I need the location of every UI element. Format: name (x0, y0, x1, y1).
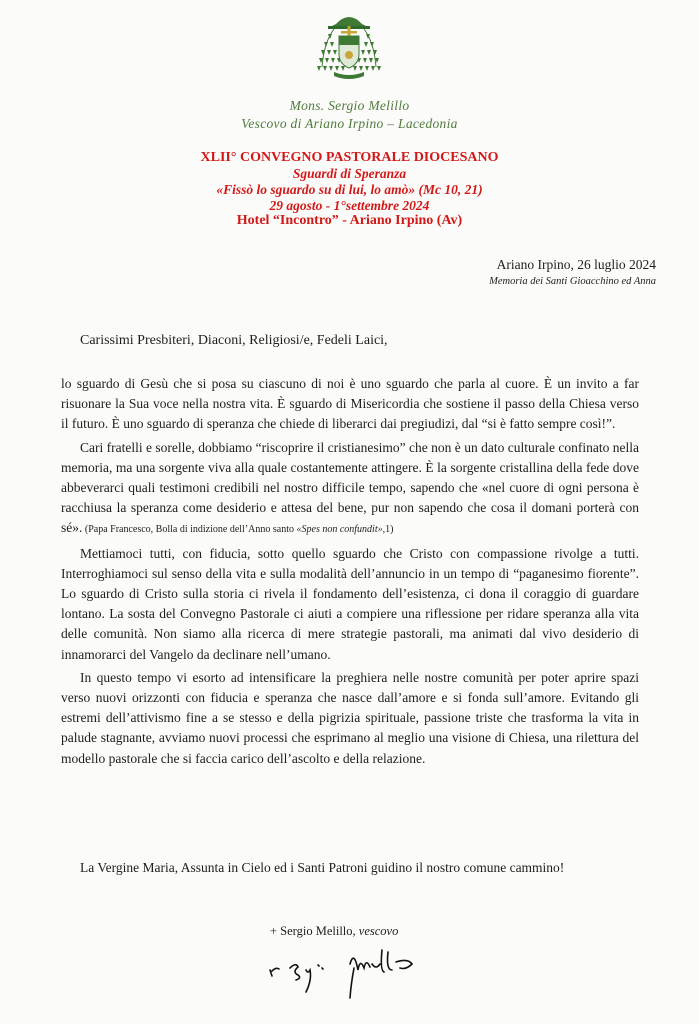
citation (82, 524, 393, 535)
bishop-title: Vescovo di Ariano Irpino – Lacedonia (241, 116, 458, 131)
signature-name (270, 924, 398, 939)
episcopal-coat-of-arms-icon (314, 12, 384, 87)
convegno-title: XLII° CONVEGNO PASTORALE DIOCESANO (200, 150, 499, 165)
citation-title: «Spes non confundit» (296, 524, 383, 536)
signature-name-text: + Sergio Melillo, (270, 924, 359, 938)
bishop-name: Mons. Sergio Melillo (289, 98, 410, 113)
signature-role: vescovo (358, 924, 399, 938)
letter-body (61, 374, 639, 772)
convegno-subtitle: Sguardi di Speranza (292, 166, 407, 181)
paragraph-3: Mettiamoci tutti, con fiducia, sotto quello sguardo che Cristo con compassione rivolge a tutti. Interroghiamoci sul senso della vita e sulla modalità dell’annuncio in un tempo di “paganesimo fiorente”. Lo sguardo di Cristo sulla storia ci rivela il fondamento dell’esistenza, ci dona il coraggio di guardare lontano. La sosta del Convegno Pastorale ci aiuti a compiere una riflessione per ridare speranza alla vita delle comunità. Non siamo alla ricerca di mere strategie pastorali, ma animati dal vivo desiderio di innamorarci del Vangelo da declinare nell’umano. (61, 545, 639, 662)
paragraph-4: In questo tempo vi esorto ad intensificare la preghiera nelle nostre comunità per poter aprire spazi verso nuovi orizzonti con fiducia e speranza che nasce dall’amore e si fonda sull’amore. Evitando gli estremi dell’attivismo fine a se stesso e della pigrizia spirituale, passione triste che trasforma la vita in palude stagnante, avviamo nuovi processi che esprimano al meglio una visione di Chiesa, una rilettura del modello pastorale che si faccia carico dell’ascolto e della relazione. (61, 669, 639, 766)
convegno-dates: 29 agosto - 1°settembre 2024 (269, 198, 430, 213)
paragraph-2-text: Cari fratelli e sorelle, dobbiamo “riscoprire il cristianesimo” che non è un dato culturale confinato nella memoria, ma una sorgente viva alla quale costantemente attingere. È la sorgente cristallina della fede dove abbeverarci quali testimoni credibili nel nostro difficile tempo, sapendo che «nel cuore di ogni persona è racchiusa la speranza come desiderio e attesa del bene, pur non sapendo che cosa il domani porterà con sé». (61, 439, 639, 536)
citation-part-c: ,1) (382, 524, 394, 536)
convegno-motto: «Fissò lo sguardo su di lui, lo amò» (Mc 10, 21) (216, 182, 483, 197)
closing-line: La Vergine Maria, Assunta in Cielo ed i Santi Patroni guidino il nostro comune cammino! (80, 860, 565, 875)
paragraph-2 (61, 438, 639, 541)
convegno-venue: Hotel “Incontro” - Ariano Irpino (Av) (236, 213, 463, 228)
place-date: Ariano Irpino, 26 luglio 2024 (496, 257, 656, 272)
memoria-line: Memoria dei Santi Gioacchino ed Anna (489, 276, 656, 287)
handwritten-signature-icon (262, 940, 432, 1000)
paragraph-1: lo sguardo di Gesù che si posa su ciascuno di noi è uno sguardo che parla al cuore. È un invito a far risuonare la Sua voce nella nostra vita. È sguardo di Misericordia che sostiene il passo della Chiesa verso il futuro. È uno sguardo di speranza che chiede di liberarci dai pregiudizi, dal “si è fatto sempre così!”. (61, 376, 639, 432)
citation-part-a: (Papa Francesco, Bolla di indizione dell’Anno santo (82, 524, 297, 536)
salutation: Carissimi Presbiteri, Diaconi, Religiosi/e, Fedeli Laici, (80, 333, 388, 348)
